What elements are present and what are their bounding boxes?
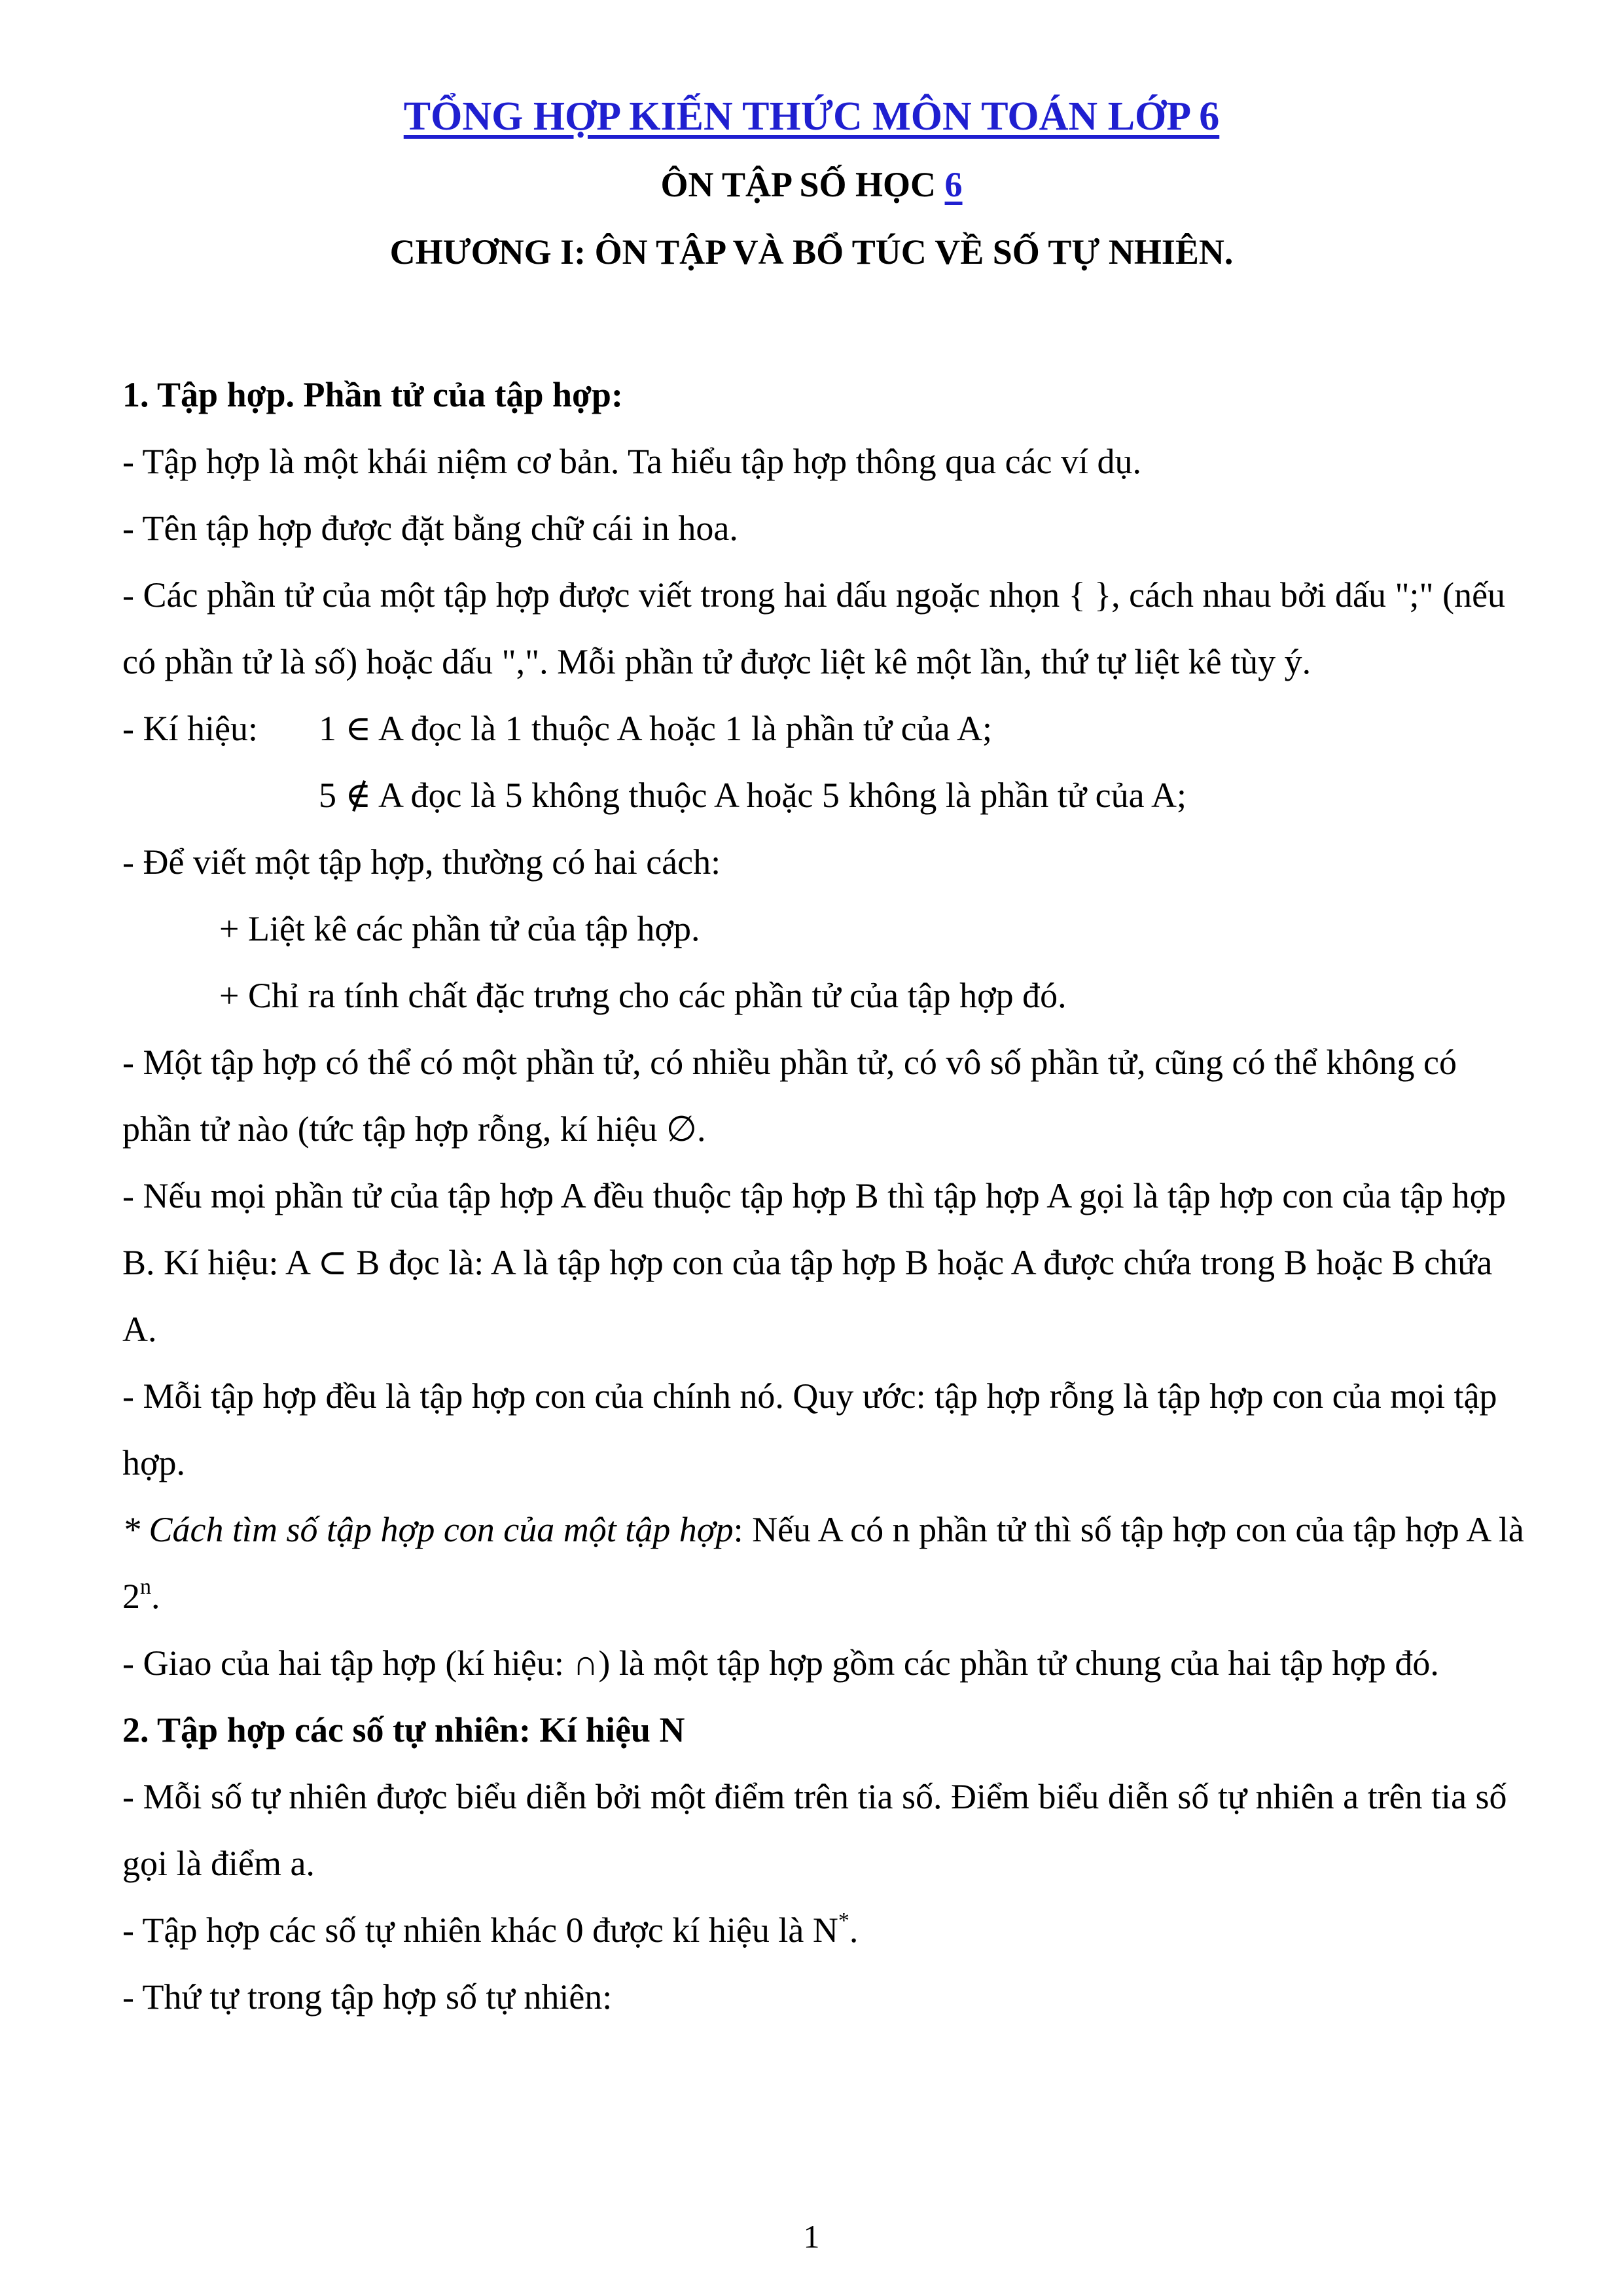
superscript: * <box>838 1909 849 1933</box>
symbol-not-element-of: 5 ∉ A đọc là 5 không thuộc A hoặc 5 không là phần tử của A; <box>319 776 1187 815</box>
subset-count-paragraph <box>122 1496 1526 1630</box>
subtitle-link[interactable]: 6 <box>944 165 963 204</box>
paragraph: - Để viết một tập hợp, thường có hai cách: <box>122 842 721 882</box>
symbol-element-of: 1 ∈ A đọc là 1 thuộc A hoặc 1 là phần tử của A; <box>319 709 993 748</box>
subtitle-text: ÔN TẬP SỐ HỌC <box>660 165 945 204</box>
symbol-line-1 <box>122 695 1526 762</box>
nonzero-naturals-paragraph <box>122 1897 1526 1964</box>
list-item: + Chỉ ra tính chất đặc trưng cho các phần tử của tập hợp đó. <box>219 976 1067 1015</box>
paragraph-end: . <box>151 1577 160 1616</box>
list-item: + Liệt kê các phần tử của tập hợp. <box>219 909 700 948</box>
paragraph: - Một tập hợp có thể có một phần tử, có nhiều phần tử, có vô số phần tử, cũng có thể không có phần tử nào (tức tập hợp rỗng, kí hiệu ∅. <box>122 1043 1457 1149</box>
document-body <box>122 361 1526 2030</box>
paragraph: - Các phần tử của một tập hợp được viết trong hai dấu ngoặc nhọn { }, cách nhau bởi dấu ";" (nếu có phần tử là số) hoặc dấu ",". Mỗi phần tử được liệt kê một lần, thứ tự liệt kê tùy ý. <box>122 575 1506 681</box>
paragraph: - Tập hợp là một khái niệm cơ bản. Ta hiểu tập hợp thông qua các ví dụ. <box>122 442 1142 481</box>
paragraph: - Giao của hai tập hợp (kí hiệu: ∩) là một tập hợp gồm các phần tử chung của hai tập hợp đó. <box>122 1643 1439 1683</box>
paragraph: - Thứ tự trong tập hợp số tự nhiên: <box>122 1977 613 2017</box>
superscript: n <box>140 1575 151 1599</box>
paragraph: - Mỗi tập hợp đều là tập hợp con của chính nó. Quy ước: tập hợp rỗng là tập hợp con của mọi tập hợp. <box>122 1376 1497 1482</box>
paragraph: - Tên tập hợp được đặt bằng chữ cái in hoa. <box>122 509 738 548</box>
paragraph-text: : Nếu A có n phần tử thì số tập hợp con của tập hợp A là 2 <box>122 1510 1524 1616</box>
paragraph: - Nếu mọi phần tử của tập hợp A đều thuộc tập hợp B thì tập hợp A gọi là tập hợp con của tập hợp B. Kí hiệu: A ⊂ B đọc là: A là tập hợp con của tập hợp B hoặc A được chứa trong B hoặc B chứa A. <box>122 1176 1507 1349</box>
page-number: 1 <box>803 2218 820 2255</box>
subtitle <box>0 162 1623 207</box>
italic-phrase: * Cách tìm số tập hợp con của một tập hợp <box>122 1510 734 1549</box>
section-2-heading: 2. Tập hợp các số tự nhiên: Kí hiệu N <box>122 1710 685 1749</box>
document-title-link[interactable]: TỔNG HỢP KIẾN THỨC MÔN TOÁN LỚP 6 <box>403 94 1220 139</box>
paragraph-end: . <box>849 1910 859 1950</box>
symbol-label: - Kí hiệu: <box>122 709 258 748</box>
chapter-heading: CHƯƠNG I: ÔN TẬP VÀ BỔ TÚC VỀ SỐ TỰ NHIÊN. <box>389 232 1234 272</box>
section-1-heading: 1. Tập hợp. Phần tử của tập hợp: <box>122 375 623 414</box>
paragraph: - Mỗi số tự nhiên được biểu diễn bởi một điểm trên tia số. Điểm biểu diễn số tự nhiên a trên tia số gọi là điểm a. <box>122 1777 1507 1883</box>
paragraph-text: - Tập hợp các số tự nhiên khác 0 được kí hiệu là N <box>122 1910 838 1950</box>
